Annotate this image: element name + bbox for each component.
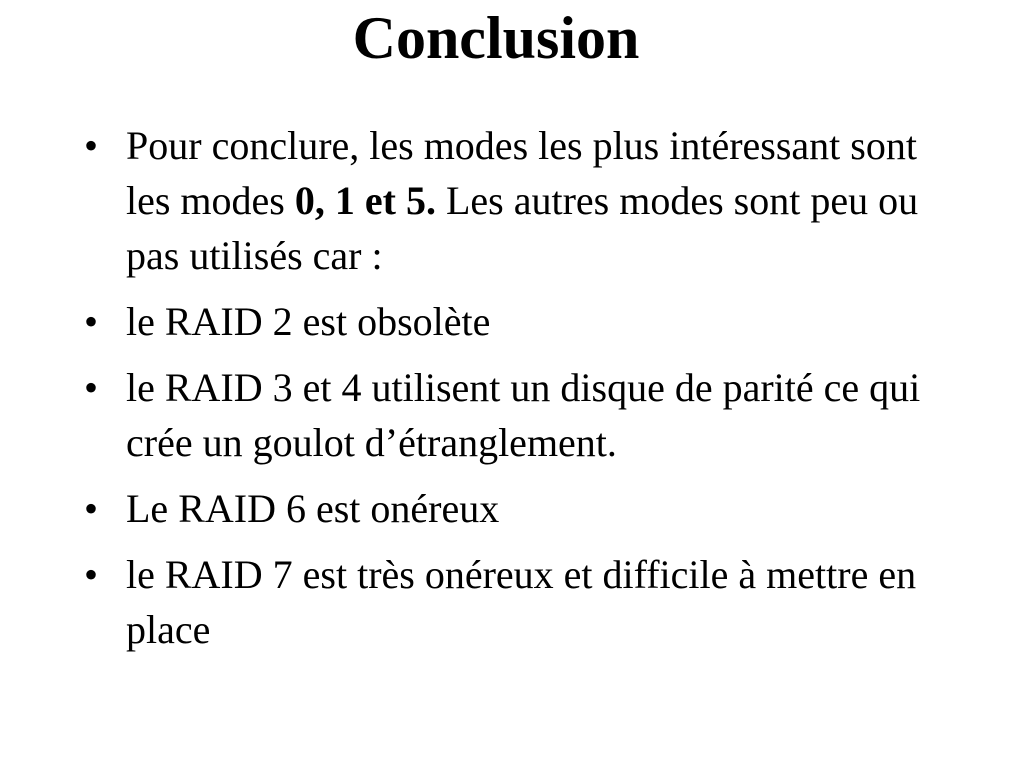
bullet-text: Le RAID 6 est onéreux [126,486,500,531]
bullet-item [0,294,1024,349]
bullet-icon: • [84,552,99,597]
bullet-item [0,118,1024,283]
bullet-text: Les autres modes sont peu ou pas utilisés car : [126,178,919,278]
bullet-icon: • [84,365,99,410]
bullet-item [0,360,1024,470]
bullet-text: le RAID 2 est obsolète [126,299,491,344]
bullet-icon: • [84,486,99,531]
bullet-text: Pour conclure, les modes les plus intéressant sont les modes [126,123,917,223]
bullet-icon: • [84,123,99,168]
bullet-text-bold: 0, 1 et 5. [294,178,436,223]
bullet-item [0,481,1024,536]
bullet-icon: • [84,299,99,344]
slide-title: Conclusion [352,5,640,71]
bullet-text: le RAID 7 est très onéreux et difficile à mettre en place [126,552,917,652]
bullet-list [0,118,1024,668]
bullet-text: le RAID 3 et 4 utilisent un disque de parité ce qui crée un goulot d’étranglement. [126,365,921,465]
bullet-item [0,547,1024,657]
